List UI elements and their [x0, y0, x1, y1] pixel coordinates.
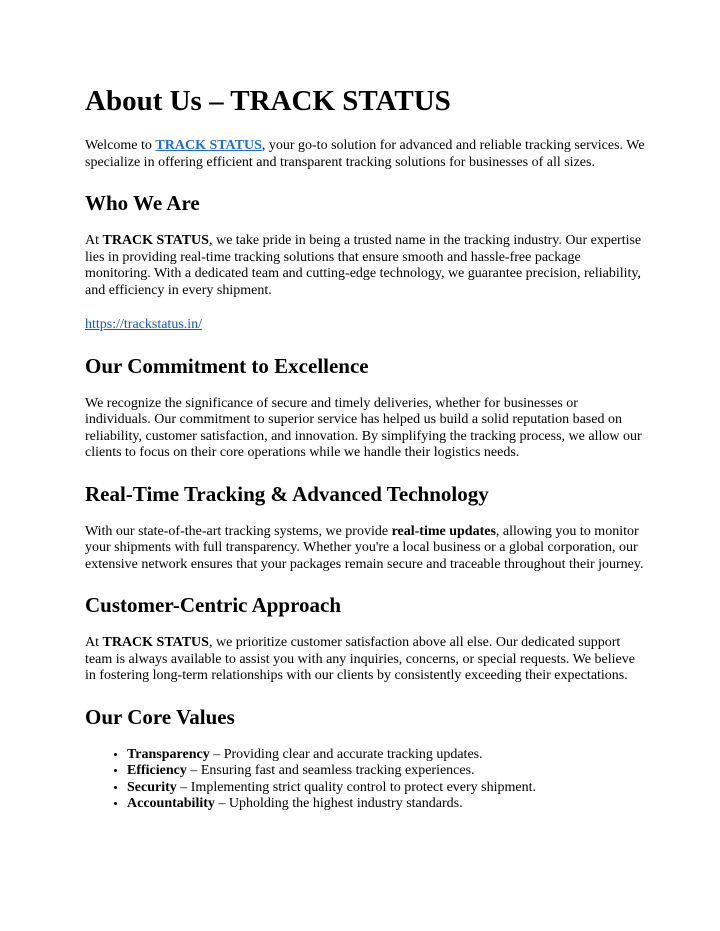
document-page [85, 82, 645, 813]
value-desc: – Upholding the highest industry standards. [214, 796, 463, 811]
value-desc: – Providing clear and accurate tracking updates. [209, 746, 483, 762]
who-pre: At [85, 233, 103, 248]
realtime-bold: real-time updates [391, 523, 496, 539]
list-item [127, 763, 645, 780]
realtime-heading: Real-Time Tracking & Advanced Technology [85, 481, 489, 506]
value-desc: – Ensuring fast and seamless tracking experiences. [186, 763, 475, 778]
intro-paragraph [85, 138, 645, 171]
realtime-pre: With our state-of-the-art tracking systems, we provide [85, 523, 392, 539]
value-term: Security [127, 779, 177, 795]
values-list [85, 747, 645, 813]
realtime-post: , allowing you to monitor your shipments with full transparency. Whether you're a local business or a global corporation, our extensive network ensures that your packages remain secure and traceable throughout their journey. [85, 523, 644, 572]
intro-pre: Welcome to [85, 138, 156, 153]
track-status-link[interactable]: TRACK STATUS [155, 138, 262, 153]
list-item [127, 747, 645, 764]
customer-bold: TRACK STATUS [102, 635, 209, 650]
who-bold: TRACK STATUS [102, 233, 209, 248]
value-term: Transparency [127, 746, 210, 762]
who-heading: Who We Are [85, 191, 200, 215]
realtime-paragraph [85, 524, 645, 574]
list-item [127, 796, 645, 813]
who-post: , we take pride in being a trusted name in the tracking industry. Our expertise lies in providing real-time tracking solutions that ensure smooth and hassle-free package monitoring. With a dedicated team and cutting-edge technology, we guarantee precision, reliability, and efficiency in every shipment. [85, 233, 642, 298]
commitment-heading: Our Commitment to Excellence [85, 353, 369, 378]
website-link[interactable]: https://trackstatus.in/ [85, 317, 203, 332]
customer-heading: Customer-Centric Approach [85, 593, 342, 617]
list-item [127, 780, 645, 797]
value-term: Accountability [127, 796, 215, 811]
page-title: About Us – TRACK STATUS [85, 85, 451, 117]
url-paragraph [85, 317, 645, 334]
customer-post: , we prioritize customer satisfaction above all else. Our dedicated support team is always available to assist you with any inquiries, concerns, or special requests. We believe in fostering long-term relationships with our clients by consistently exceeding their expectations. [85, 635, 635, 683]
values-heading: Our Core Values [85, 704, 235, 729]
customer-pre: At [85, 635, 103, 650]
commitment-paragraph: We recognize the significance of secure and timely deliveries, whether for businesses or individuals. Our commitment to superior service has helped us build a solid reputation based on reliability, customer satisfaction, and innovation. By simplifying the tracking process, we allow our clients to focus on their core operations while we handle their logistics needs. [85, 395, 642, 460]
value-desc: – Implementing strict quality control to protect every shipment. [176, 779, 537, 795]
customer-paragraph [85, 635, 645, 685]
intro-post: , your go-to solution for advanced and reliable tracking services. We specialize in offering efficient and transparent tracking solutions for businesses of all sizes. [85, 138, 645, 170]
who-paragraph [85, 233, 645, 299]
value-term: Efficiency [127, 763, 187, 778]
